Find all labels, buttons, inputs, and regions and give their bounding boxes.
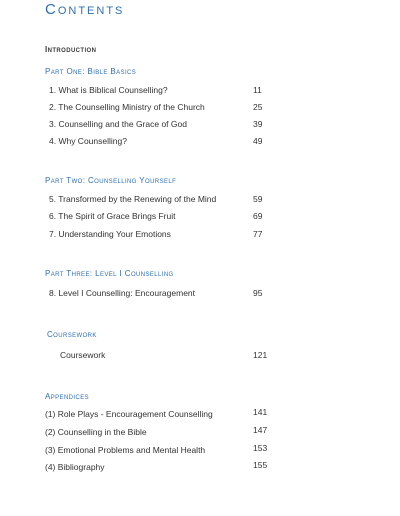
toc-entry-page: 77 xyxy=(253,229,263,239)
toc-entry[interactable] xyxy=(0,85,400,97)
toc-entry[interactable] xyxy=(0,427,400,439)
toc-entry[interactable] xyxy=(0,229,400,241)
toc-entry-label: 6. The Spirit of Grace Brings Fruit xyxy=(49,211,176,221)
toc-entry-label: 5. Transformed by the Renewing of the Mind xyxy=(49,194,217,204)
toc-entry[interactable] xyxy=(0,445,400,457)
toc-entry-page: 95 xyxy=(253,288,263,298)
toc-entry[interactable] xyxy=(0,288,400,300)
toc-entry-label: 7. Understanding Your Emotions xyxy=(49,229,171,239)
toc-entry-label: (3) Emotional Problems and Mental Health xyxy=(45,445,206,455)
toc-entry-page: 141 xyxy=(253,407,268,417)
toc-entry[interactable] xyxy=(0,462,400,474)
toc-entry-page: 69 xyxy=(253,211,263,221)
toc-entry-page: 39 xyxy=(253,119,263,129)
toc-entry-label: 4. Why Counselling? xyxy=(49,136,127,146)
toc-entry-label: (4) Bibliography xyxy=(45,462,105,472)
toc-entry-label: 8. Level I Counselling: Encouragement xyxy=(49,288,196,298)
toc-entry[interactable] xyxy=(0,211,400,223)
toc-entry-label: 1. What is Biblical Counselling? xyxy=(49,85,168,95)
toc-entry-label: 2. The Counselling Ministry of the Church xyxy=(49,102,205,112)
toc-entry-page: 153 xyxy=(253,443,268,453)
toc-entry-page: 59 xyxy=(253,194,263,204)
toc-entry-page: 11 xyxy=(253,85,262,95)
toc-entry-label: Coursework xyxy=(60,350,106,360)
toc-entry-label: (2) Counselling in the Bible xyxy=(45,427,147,437)
toc-entry[interactable] xyxy=(0,409,400,421)
toc-entry[interactable] xyxy=(0,119,400,131)
toc-entry-page: 49 xyxy=(253,136,263,146)
section-part-three-heading: Part Three: Level I Counselling xyxy=(45,269,174,278)
toc-entry[interactable] xyxy=(0,136,400,148)
section-part-two-heading: Part Two: Counselling Yourself xyxy=(45,176,177,185)
toc-entry[interactable] xyxy=(0,350,400,362)
toc-entry-page: 147 xyxy=(253,425,268,435)
section-introduction: Introduction xyxy=(45,45,97,54)
section-coursework-heading: Coursework xyxy=(47,330,97,339)
section-appendices-heading: Appendices xyxy=(45,392,90,401)
toc-entry-page: 155 xyxy=(253,460,268,470)
toc-entry[interactable] xyxy=(0,102,400,114)
toc-entry-label: (1) Role Plays - Encouragement Counselling xyxy=(45,409,213,419)
toc-entry-label: 3. Counselling and the Grace of God xyxy=(49,119,187,129)
toc-entry-page: 121 xyxy=(253,350,268,360)
section-part-one-heading: Part One: Bible Basics xyxy=(45,67,137,76)
toc-entry[interactable] xyxy=(0,194,400,206)
contents-title: Contents xyxy=(45,1,125,18)
toc-entry-page: 25 xyxy=(253,102,263,112)
